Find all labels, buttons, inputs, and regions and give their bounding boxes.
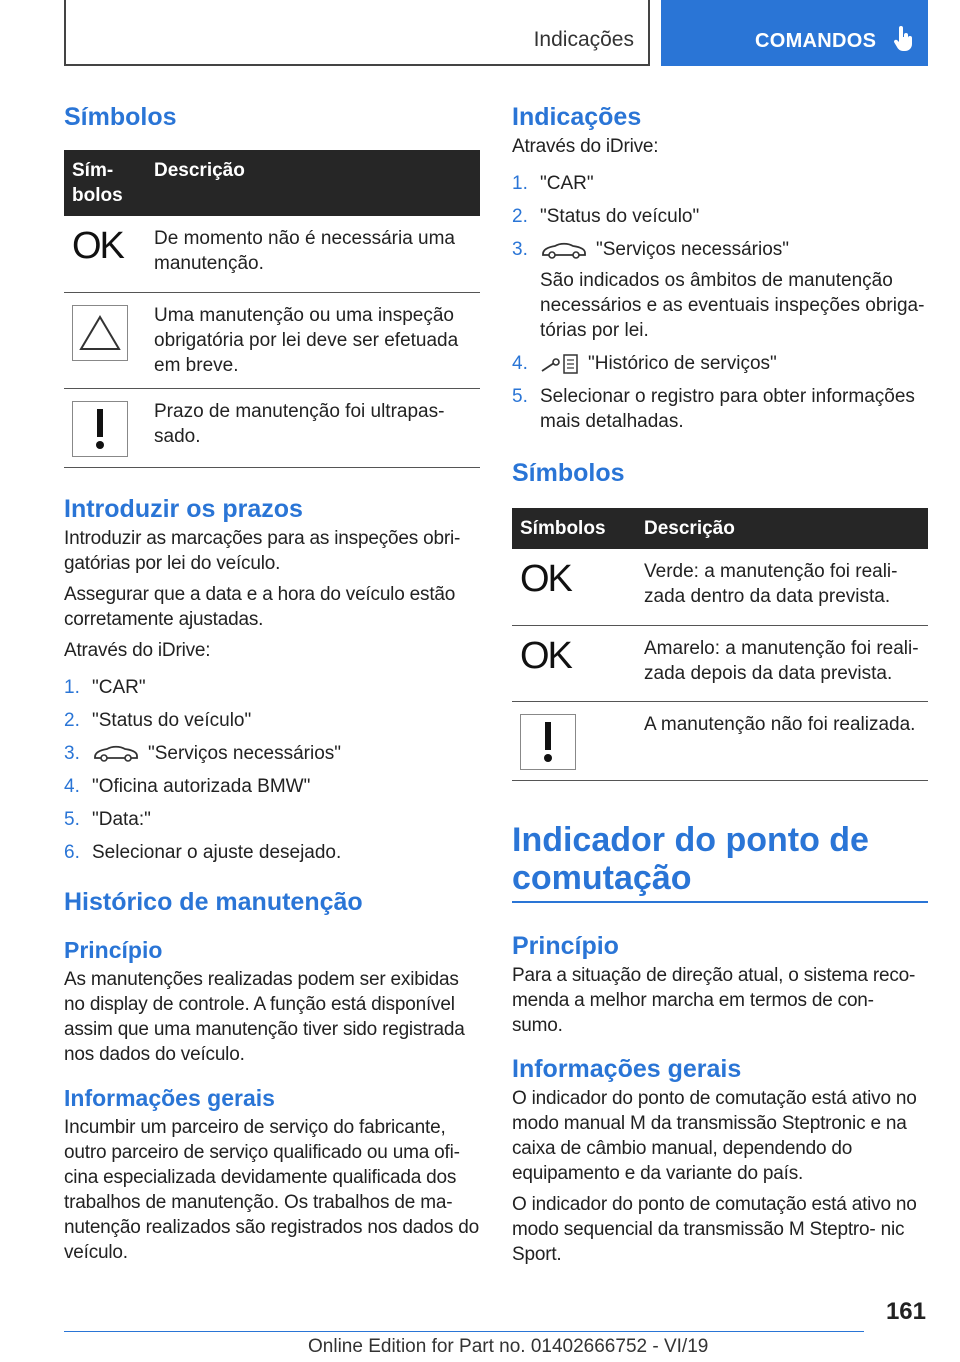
symbol-cell [64, 388, 146, 467]
description-cell: A manutenção não foi realizada. [636, 701, 928, 780]
section-title-history: Histórico de manutenção [64, 887, 363, 916]
table-row [512, 701, 928, 780]
paragraph: O indicador do ponto de comutação está ativo no modo manual M da transmissão Steptronic e na caixa de câmbio manual, dependendo do equipamento e da variante do país. [512, 1087, 917, 1184]
subsection-title-principle: Princípio [512, 931, 619, 960]
section-title-symbols-right: Símbolos [512, 459, 625, 487]
ok-symbol-icon: OK [72, 225, 123, 267]
description-cell: Amarelo: a manutenção foi reali‐ zada depois da data prevista. [636, 625, 928, 701]
table-row [64, 292, 480, 388]
list-item: 2. "Status do veículo" [64, 709, 252, 731]
symbols-table-left [64, 150, 480, 468]
ok-yellow-icon: OK [520, 634, 571, 677]
header-section-box [64, 0, 650, 66]
symbols-table-right [512, 508, 928, 781]
description-cell: Verde: a manutenção foi reali‐ zada dentro da data prevista. [636, 549, 928, 625]
table-row [512, 625, 928, 701]
table-row [512, 549, 928, 625]
chapter-title-shift-indicator: Indicador do ponto de comutação [512, 821, 928, 903]
paragraph: Através do iDrive: [512, 136, 659, 157]
paragraph: Incumbir um parceiro de serviço do fabricante, outro parceiro de serviço qualificado ou uma ofi‐ cina especializada devidamente qualificada dos trabalhos de manutenção. Os trabalhos de ma‐ nutenção realizados são registrados nos dados do veículo. [64, 1116, 480, 1263]
header-section-label: Indicações [533, 28, 634, 51]
section-title-symbols: Símbolos [64, 103, 177, 131]
symbol-cell [512, 625, 636, 701]
symbol-cell [512, 701, 636, 780]
left-column [64, 100, 480, 1265]
list-item: 4. "Histórico de serviços" [512, 353, 777, 374]
warning-triangle-icon [72, 305, 128, 361]
list-item: 3. "Serviços necessários" [64, 742, 342, 764]
exclamation-icon [520, 714, 576, 770]
list-item: 5. Selecionar o registro para obter informações mais detalhadas. [512, 386, 915, 432]
description-cell: Prazo de manutenção foi ultrapas‐ sado. [146, 388, 480, 467]
footer-edition: Online Edition for Part no. 01402666752 - VI/19 [308, 1336, 709, 1357]
pointing-hand-icon [893, 26, 915, 52]
list-item: 3. "Serviços necessários" São indicados os âmbitos de manutenção necessários e as eventuais inspeções obriga‐ tórias por lei. [512, 237, 928, 343]
symbol-cell [64, 292, 146, 388]
service-history-icon [540, 353, 580, 375]
list-item: 4. "Oficina autorizada BMW" [64, 775, 311, 797]
list-item: 1. "CAR" [512, 173, 594, 194]
table-row [64, 216, 480, 292]
table-header-description: Descrição [146, 150, 480, 216]
list-item: 6. Selecionar o ajuste desejado. [64, 841, 342, 863]
subsection-title-general-info: Informações gerais [64, 1084, 275, 1111]
table-header-description: Descrição [636, 508, 928, 549]
description-cell: Uma manutenção ou uma inspeção obrigatória por lei deve ser efetuada em breve. [146, 292, 480, 388]
symbol-cell [512, 549, 636, 625]
header-chapter-label: COMANDOS [755, 30, 877, 52]
paragraph: O indicador do ponto de comutação está ativo no modo sequencial da transmissão M Steptro‐ nic Sport. [512, 1193, 917, 1265]
paragraph: Introduzir as marcações para as inspeções obri‐ gatórias por lei do veículo. [64, 527, 461, 574]
paragraph: Assegurar que a data e a hora do veículo estão corretamente ajustadas. [64, 583, 456, 630]
paragraph: As manutenções realizadas podem ser exibidas no display de controle. A função está disponível assim que uma manutenção tiver sido registrada nos dados do veículo. [64, 968, 465, 1065]
page-number: 161 [885, 1298, 926, 1325]
list-item: 5. "Data:" [64, 808, 151, 830]
right-column [512, 100, 928, 1267]
section-title-intro: Introduzir os prazos [64, 494, 303, 523]
header-chapter-tab [661, 0, 928, 66]
exclamation-icon [72, 401, 128, 457]
section-title-indications: Indicações [512, 103, 642, 131]
footer-divider [64, 1331, 864, 1332]
description-cell: De momento não é necessária uma manutenção. [146, 216, 480, 292]
ok-green-icon: OK [520, 558, 571, 600]
list-item: 1. "CAR" [64, 676, 146, 698]
steps-list-left [64, 675, 480, 865]
subsection-title-general-info: Informações gerais [512, 1054, 742, 1083]
paragraph: Através do iDrive: [64, 639, 211, 661]
list-item-subtext: São indicados os âmbitos de manutenção necessários e as eventuais inspeções obriga‐ tórias por lei. [540, 270, 925, 341]
symbol-cell [64, 216, 146, 292]
paragraph: Para a situação de direção atual, o sistema reco‐ menda a melhor marcha em termos de con‐ sumo. [512, 964, 916, 1036]
table-header-symbols: Sím‐ bolos [64, 150, 146, 216]
page-header [64, 0, 928, 66]
car-service-icon [540, 240, 588, 260]
subsection-title-principle: Princípio [64, 936, 163, 963]
list-item: 2. "Status do veículo" [512, 206, 700, 227]
table-row [64, 388, 480, 467]
steps-list-right [512, 171, 928, 434]
table-header-symbols: Símbolos [512, 508, 636, 549]
car-service-icon [92, 743, 140, 763]
